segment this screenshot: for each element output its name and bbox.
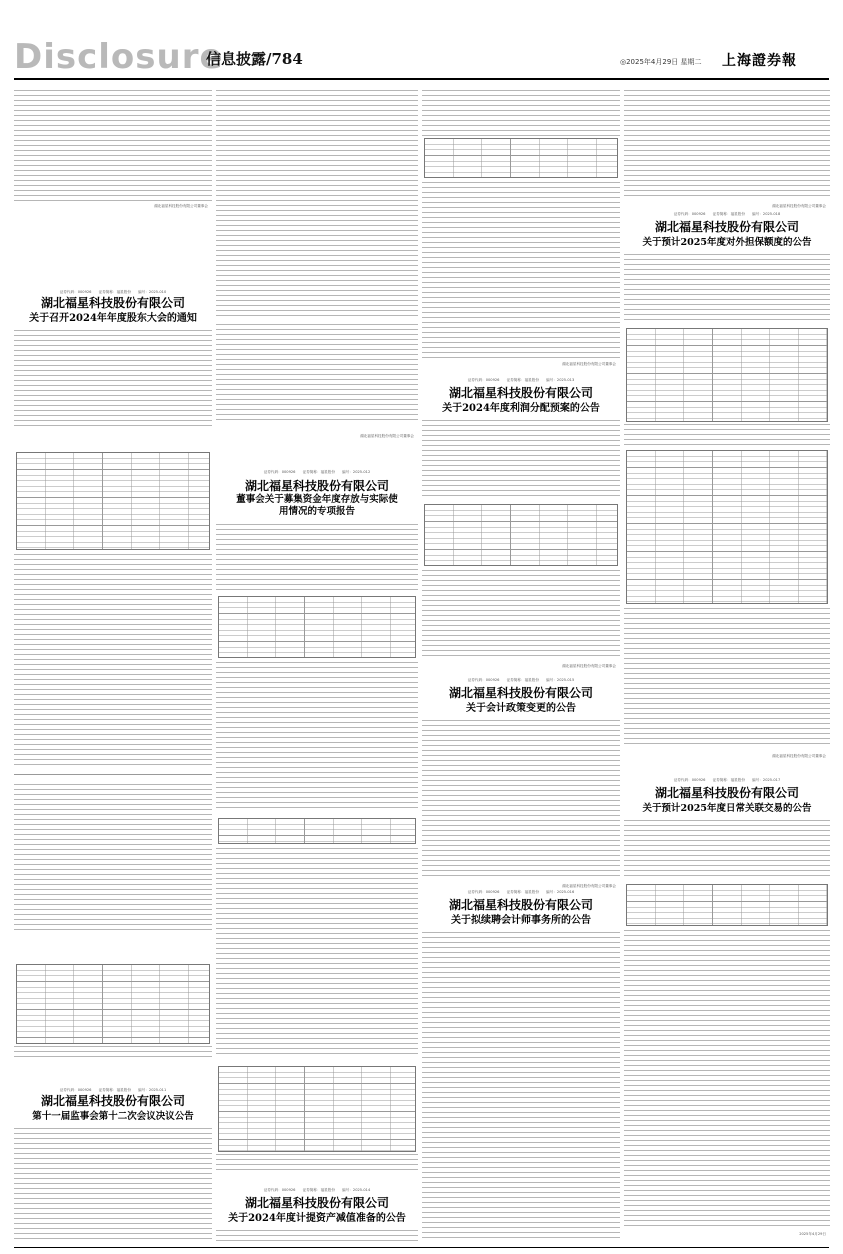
- issue-date: ◎2025年4月29日 星期二: [620, 58, 702, 66]
- signature: 湖北福星科技股份有限公司董事会: [360, 434, 414, 438]
- body-text-block: [14, 1046, 212, 1060]
- body-text-block: [14, 90, 212, 202]
- notice-title: 湖北福星科技股份有限公司: [654, 220, 799, 234]
- account-table: [218, 818, 416, 844]
- body-text-block: [14, 554, 212, 766]
- divider: [14, 774, 212, 775]
- notice-title: 湖北福星科技股份有限公司: [244, 479, 389, 493]
- proposal-table: [16, 452, 210, 550]
- column-3: [422, 84, 620, 1246]
- body-text-block: [216, 1154, 418, 1170]
- funds-table: [218, 596, 416, 658]
- notice-title: 湖北福星科技股份有限公司: [654, 786, 799, 800]
- footer-rule: [14, 1247, 829, 1248]
- signature: 湖北福星科技股份有限公司董事会: [562, 664, 616, 668]
- notice-meta: 证券代码：000926 证券简称：福星股份 编号：2025-011: [59, 1088, 167, 1092]
- signature: 湖北福星科技股份有限公司董事会: [562, 884, 616, 888]
- notice-subtitle: 关于会计政策变更的公告: [466, 703, 576, 714]
- masthead: [0, 0, 843, 82]
- signature: 湖北福星科技股份有限公司董事会: [562, 362, 616, 366]
- notice-subtitle: 董事会关于募集资金年度存放与实际使用情况的专项报告: [236, 494, 398, 517]
- body-text-block: [422, 90, 620, 136]
- notice-title: 湖北福星科技股份有限公司: [448, 898, 593, 912]
- body-text-block: [216, 848, 418, 1058]
- body-text-block: [624, 608, 830, 748]
- body-text-block: [216, 90, 418, 318]
- body-text-block: [422, 570, 620, 658]
- notice-title: 湖北福星科技股份有限公司: [40, 1094, 185, 1108]
- notice-subtitle: 第十一届监事会第十二次会议决议公告: [32, 1111, 194, 1122]
- body-text-block: [624, 90, 830, 198]
- body-text-block: [216, 662, 418, 812]
- body-text-block: [422, 932, 620, 1240]
- signature: 湖北福星科技股份有限公司董事会: [772, 204, 826, 208]
- notice-meta: 证券代码：000926 证券简称：福星股份 编号：2025-010: [59, 290, 167, 294]
- proxy-table: [16, 964, 210, 1044]
- signature: 湖北福星科技股份有限公司董事会: [772, 754, 826, 758]
- signature-date: 2025年4月29日: [799, 1232, 826, 1236]
- body-text-block: [14, 1128, 212, 1240]
- header-rule: [14, 78, 829, 80]
- section-title: 信息披露/784: [206, 50, 303, 68]
- notice-meta: 证券代码：000926 证券简称：福星股份 编号：2025-015: [467, 678, 575, 682]
- notice-meta: 证券代码：000926 证券简称：福星股份 编号：2025-016: [467, 890, 575, 894]
- notice-meta: 证券代码：000926 证券简称：福星股份 编号：2025-014: [263, 1188, 371, 1192]
- notice-subtitle: 关于2024年度计提资产减值准备的公告: [228, 1213, 406, 1224]
- signature: 湖北福星科技股份有限公司董事会: [154, 204, 208, 208]
- guarantee-table: [626, 328, 828, 422]
- body-text-block: [422, 720, 620, 880]
- column-1: [14, 84, 212, 1246]
- usage-table: [218, 1066, 416, 1152]
- column-2: [216, 84, 418, 1246]
- body-text-block: [216, 1230, 418, 1244]
- impairment-table: [424, 138, 618, 178]
- related-party-table: [626, 884, 828, 926]
- notice-title: 湖北福星科技股份有限公司: [448, 686, 593, 700]
- notice-meta: 证券代码：000926 证券简称：福星股份 编号：2025-017: [673, 778, 781, 782]
- notice-subtitle: 关于拟续聘会计师事务所的公告: [451, 915, 591, 926]
- newspaper-name: 上海證券報: [722, 53, 797, 69]
- body-text-block: [14, 330, 212, 428]
- notice-subtitle: 关于召开2024年年度股东大会的通知: [29, 313, 197, 324]
- body-text-block: [216, 524, 418, 592]
- notice-subtitle: 关于预计2025年度日常关联交易的公告: [642, 803, 812, 814]
- body-text-block: [422, 420, 620, 500]
- body-text-block: [14, 784, 212, 934]
- notice-title: 湖北福星科技股份有限公司: [40, 296, 185, 310]
- subsidiary-table: [626, 450, 828, 604]
- notice-title: 湖北福星科技股份有限公司: [448, 386, 593, 400]
- notice-meta: 证券代码：000926 证券简称：福星股份 编号：2025-018: [673, 212, 781, 216]
- body-text-block: [422, 182, 620, 358]
- body-text-block: [624, 930, 830, 1230]
- profit-table: [424, 504, 618, 566]
- notice-subtitle: 关于预计2025年度对外担保额度的公告: [642, 237, 812, 248]
- body-text-block: [624, 424, 830, 446]
- body-text-block: [624, 820, 830, 880]
- body-text-block: [624, 254, 830, 324]
- notice-meta: 证券代码：000926 证券简称：福星股份 编号：2025-012: [263, 470, 371, 474]
- notice-meta: 证券代码：000926 证券简称：福星股份 编号：2025-013: [467, 378, 575, 382]
- body-text-block: [216, 324, 418, 424]
- notice-title: 湖北福星科技股份有限公司: [244, 1196, 389, 1210]
- brand-logo: Disclosure: [14, 37, 224, 77]
- notice-subtitle: 关于2024年度利润分配预案的公告: [442, 403, 600, 414]
- column-4: [624, 84, 830, 1246]
